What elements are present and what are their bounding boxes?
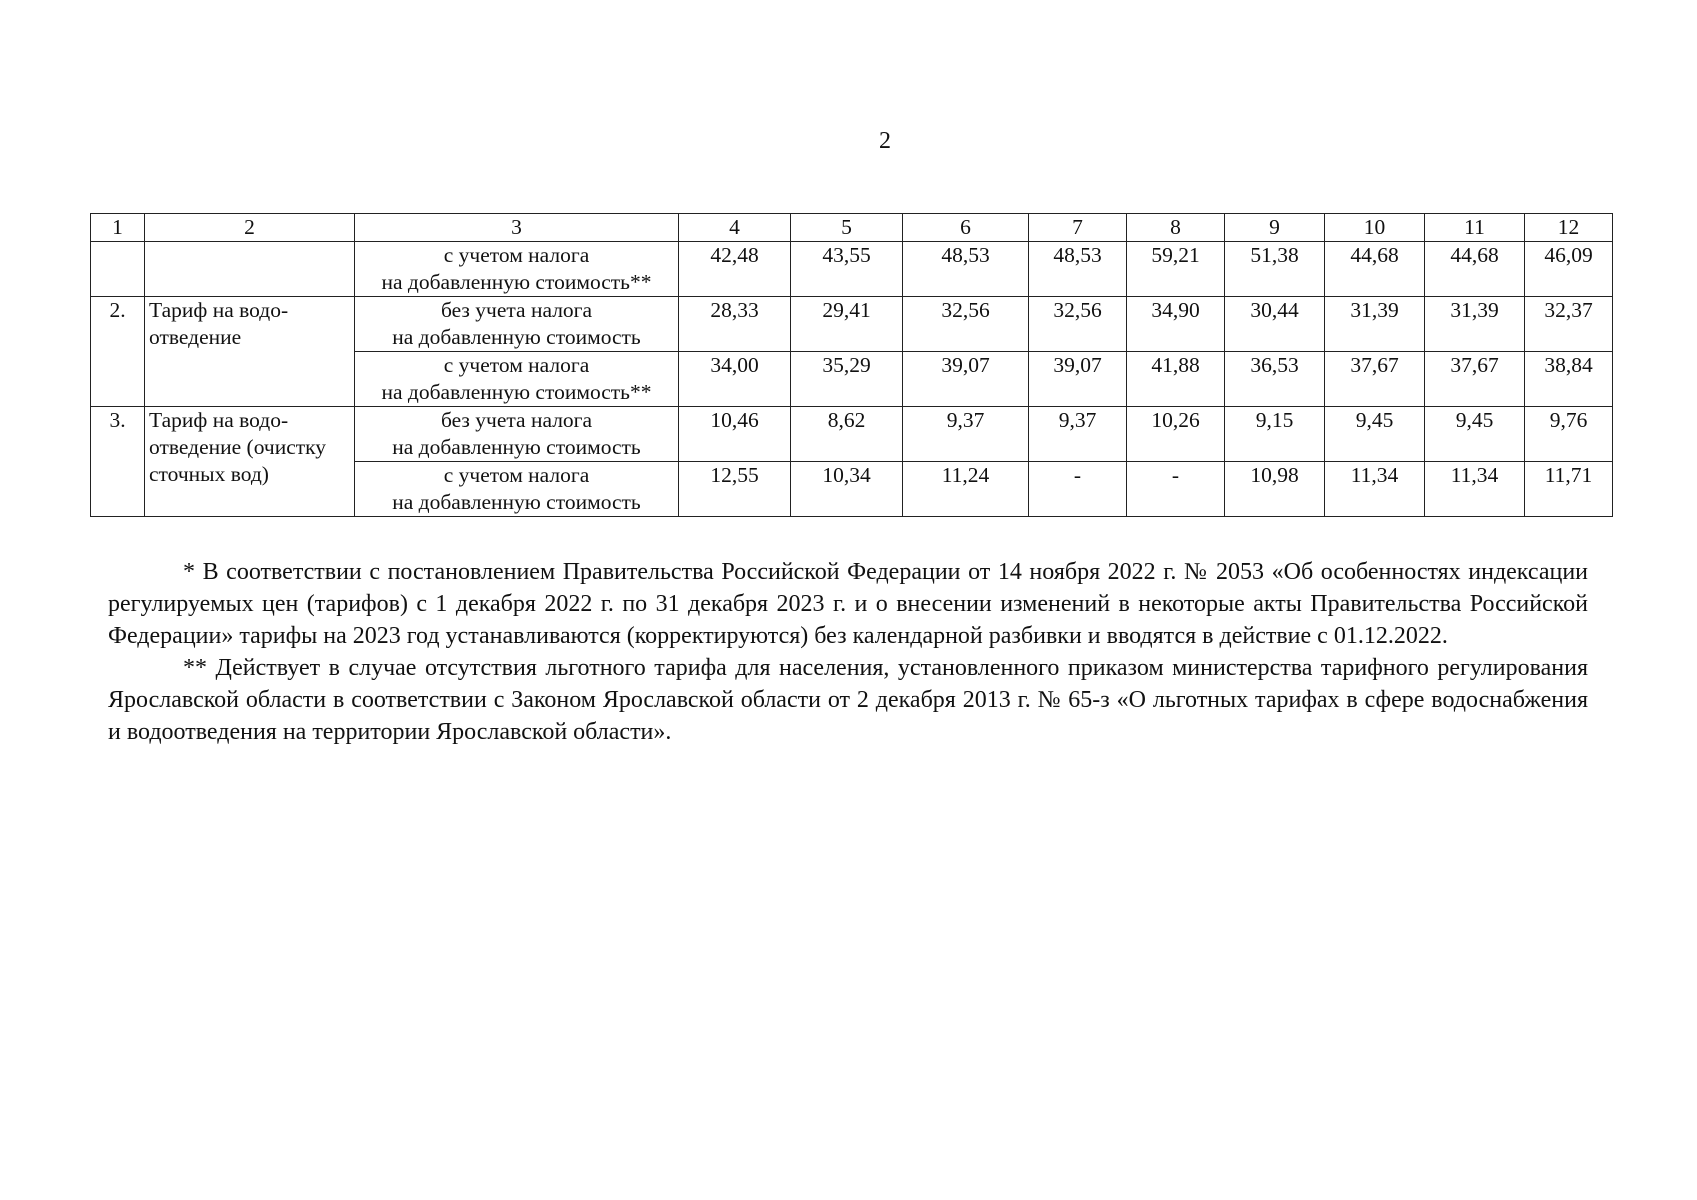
value-cell: 9,15: [1225, 407, 1325, 462]
page-number: 2: [879, 128, 891, 154]
header-cell: 12: [1525, 214, 1613, 242]
tax-line: на добавленную стоимость**: [381, 380, 652, 404]
header-cell: 5: [791, 214, 903, 242]
value-cell: 9,76: [1525, 407, 1613, 462]
value-cell: 11,24: [903, 462, 1029, 517]
value-cell: 36,53: [1225, 352, 1325, 407]
value-cell: 29,41: [791, 297, 903, 352]
tax-line: на добавленную стоимость**: [381, 270, 652, 294]
value-cell: 10,34: [791, 462, 903, 517]
value-cell: 11,34: [1425, 462, 1525, 517]
footnote-1: * В соответствии с постановлением Правительства Российской Федерации от 14 ноября 2022 г. № 2053 «Об особенностях индексации регулируемых цен (тарифов) с 1 декабря 2022 г. по 31 декабря 2023 г. и о внесении изменений в некоторые акты Правительства Российской Федерации» тарифы на 2023 год устанавливаются (корректируются) без календарной разбивки и вводятся в действие с 01.12.2022.: [108, 559, 1588, 649]
value-cell: -: [1127, 462, 1225, 517]
value-cell: 9,37: [1029, 407, 1127, 462]
tariff-name-line: сточных вод): [149, 462, 269, 486]
tax-line: на добавленную стоимость: [392, 435, 641, 459]
tax-line: с учетом налога: [443, 353, 590, 377]
value-cell: 10,26: [1127, 407, 1225, 462]
tax-line: без учета налога: [440, 298, 593, 322]
header-cell: 2: [145, 214, 355, 242]
value-cell: 10,46: [679, 407, 791, 462]
value-cell: 42,48: [679, 242, 791, 297]
tariff-name-line: Тариф на водо-: [149, 408, 289, 432]
tax-description: [355, 297, 679, 352]
value-cell: 39,07: [903, 352, 1029, 407]
value-cell: 12,55: [679, 462, 791, 517]
tariff-name: [145, 242, 355, 297]
value-cell: 59,21: [1127, 242, 1225, 297]
tax-description: [355, 352, 679, 407]
value-cell: 48,53: [1029, 242, 1127, 297]
header-cell: 3: [355, 214, 679, 242]
table-row: [91, 242, 1613, 297]
value-cell: 44,68: [1325, 242, 1425, 297]
tax-line: на добавленную стоимость: [392, 325, 641, 349]
table-row: [91, 407, 1613, 462]
header-cell: 6: [903, 214, 1029, 242]
header-cell: 7: [1029, 214, 1127, 242]
tax-description: [355, 407, 679, 462]
header-cell: 1: [91, 214, 145, 242]
tariff-name: [145, 407, 355, 517]
tax-line: на добавленную стоимость: [392, 490, 641, 514]
tax-description: [355, 462, 679, 517]
value-cell: 37,67: [1425, 352, 1525, 407]
header-cell: 4: [679, 214, 791, 242]
header-cell: 9: [1225, 214, 1325, 242]
value-cell: 31,39: [1425, 297, 1525, 352]
header-cell: 11: [1425, 214, 1525, 242]
value-cell: 9,37: [903, 407, 1029, 462]
header-cell: 8: [1127, 214, 1225, 242]
value-cell: 41,88: [1127, 352, 1225, 407]
row-index: 3.: [91, 407, 145, 517]
value-cell: 9,45: [1325, 407, 1425, 462]
row-index: [91, 242, 145, 297]
value-cell: 28,33: [679, 297, 791, 352]
value-cell: 39,07: [1029, 352, 1127, 407]
tax-line: без учета налога: [440, 408, 593, 432]
table-header-row: [91, 214, 1613, 242]
row-index: 2.: [91, 297, 145, 407]
value-cell: 11,34: [1325, 462, 1425, 517]
value-cell: 8,62: [791, 407, 903, 462]
table-row: [91, 297, 1613, 352]
value-cell: 48,53: [903, 242, 1029, 297]
value-cell: 10,98: [1225, 462, 1325, 517]
value-cell: 46,09: [1525, 242, 1613, 297]
value-cell: 34,90: [1127, 297, 1225, 352]
value-cell: 43,55: [791, 242, 903, 297]
value-cell: 11,71: [1525, 462, 1613, 517]
tariff-name: [145, 297, 355, 407]
value-cell: 34,00: [679, 352, 791, 407]
tax-line: с учетом налога: [443, 463, 590, 487]
value-cell: 37,67: [1325, 352, 1425, 407]
value-cell: 38,84: [1525, 352, 1613, 407]
value-cell: 51,38: [1225, 242, 1325, 297]
footnote-2: ** Действует в случае отсутствия льготного тарифа для населения, установленного приказом министерства тарифного регулирования Ярославской области в соответствии с Законом Ярославской области от 2 декабря 2013 г. № 65-з «О льготных тарифах в сфере водоснабжения и водоотведения на территории Ярославской области».: [108, 655, 1588, 745]
tariff-name-line: отведение: [149, 325, 242, 349]
tariff-table: [90, 213, 1613, 517]
value-cell: 44,68: [1425, 242, 1525, 297]
value-cell: 9,45: [1425, 407, 1525, 462]
value-cell: 35,29: [791, 352, 903, 407]
value-cell: 32,56: [903, 297, 1029, 352]
tax-line: с учетом налога: [443, 243, 590, 267]
value-cell: 30,44: [1225, 297, 1325, 352]
footnotes: [108, 556, 1588, 748]
value-cell: -: [1029, 462, 1127, 517]
tariff-name-line: Тариф на водо-: [149, 298, 289, 322]
header-cell: 10: [1325, 214, 1425, 242]
value-cell: 32,37: [1525, 297, 1613, 352]
tax-description: [355, 242, 679, 297]
value-cell: 32,56: [1029, 297, 1127, 352]
tariff-name-line: отведение (очистку: [149, 435, 327, 459]
value-cell: 31,39: [1325, 297, 1425, 352]
